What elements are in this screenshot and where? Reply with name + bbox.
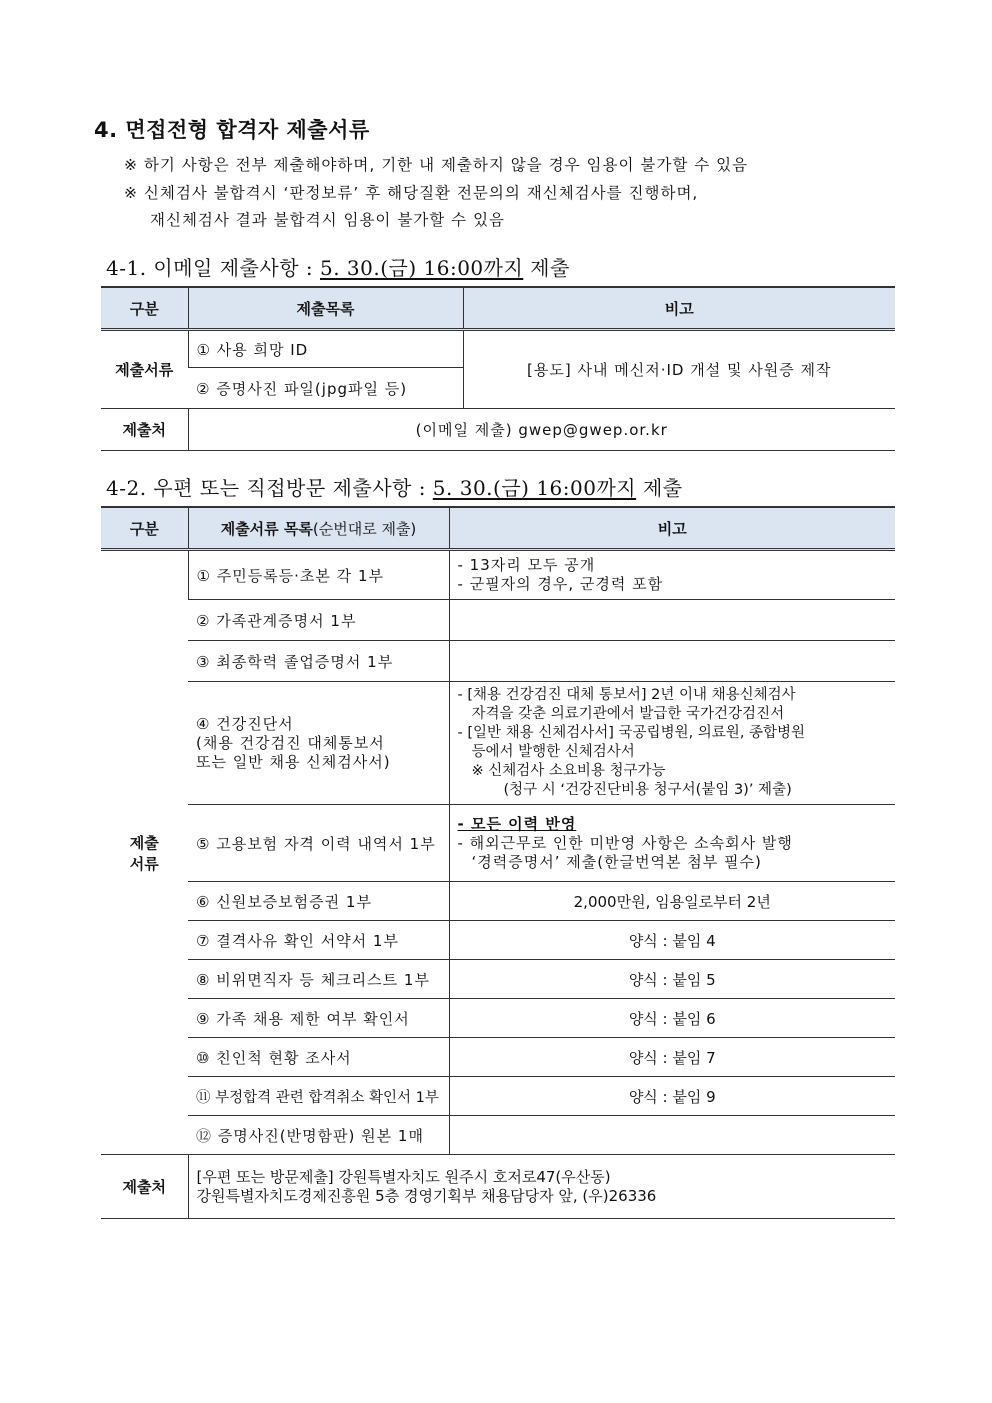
post-dest-line-2: 강원특별자치도경제진흥원 5층 경영기획부 채용담당자 앞, (우)26336 xyxy=(196,1186,657,1205)
post-remark-4-line-3: - [일반 채용 신체검사서] 국공립병원, 의료원, 종합병원 xyxy=(457,725,806,741)
post-item-3: ③ 최종학력 졸업증명서 1부 xyxy=(188,641,449,682)
email-item-1: ① 사용 희망 ID xyxy=(188,330,463,368)
post-docs-label-2: 서류 xyxy=(129,854,159,873)
post-table-header-items xyxy=(188,507,449,550)
post-remark-5-line-1: - 모든 이력 반영 xyxy=(457,814,577,833)
post-remark-7: 양식 : 붙임 4 xyxy=(449,921,895,960)
post-item-12: ⑫ 증명사진(반명함판) 원본 1매 xyxy=(188,1116,449,1155)
post-table xyxy=(101,506,895,1219)
post-item-4-line-3: 또는 일반 채용 신체검사서) xyxy=(196,752,391,771)
post-remark-9: 양식 : 붙임 6 xyxy=(449,999,895,1038)
post-remark-1-line-1: - 13자리 모두 공개 xyxy=(457,556,596,574)
post-item-2: ② 가족관계증명서 1부 xyxy=(188,600,449,641)
post-item-1: ① 주민등록등·초본 각 1부 xyxy=(188,550,449,600)
post-item-4-line-1: ④ 건강진단서 xyxy=(196,714,294,733)
email-dest-label: 제출처 xyxy=(101,409,188,451)
post-remark-3 xyxy=(449,641,895,682)
subsection-post-suffix: 제출 xyxy=(636,476,683,500)
post-remark-12 xyxy=(449,1116,895,1155)
post-remark-4-line-6: (청구 시 ‘건강진단비용 청구서(붙임 3)’ 제출) xyxy=(503,782,792,798)
post-docs-label-1: 제출 xyxy=(129,833,159,852)
post-remark-10: 양식 : 붙임 7 xyxy=(449,1038,895,1077)
post-remark-4 xyxy=(449,682,895,805)
post-item-11: ⑪ 부정합격 관련 합격취소 확인서 1부 xyxy=(188,1077,449,1116)
email-dest: (이메일 제출) gwep@gwep.or.kr xyxy=(188,409,895,451)
post-remark-4-line-4: 등에서 발행한 신체검사서 xyxy=(471,744,635,760)
subsection-email-deadline: 5. 30.(금) 16:00까지 xyxy=(319,256,524,280)
subsection-email xyxy=(106,252,570,281)
post-remark-4-line-5: ※ 신체검사 소요비용 청구가능 xyxy=(471,763,666,779)
email-table xyxy=(101,286,895,451)
post-dest-line-1: [우편 또는 방문제출] 강원특별자치도 원주시 호저로47(우산동) xyxy=(196,1167,611,1186)
subsection-post-deadline: 5. 30.(금) 16:00까지 xyxy=(432,476,637,500)
post-table-header-remark: 비고 xyxy=(449,507,895,550)
post-dest xyxy=(188,1155,895,1219)
email-table-header-remark: 비고 xyxy=(463,287,895,330)
email-remark: [용도] 사내 메신저·ID 개설 및 사원증 제작 xyxy=(463,330,895,409)
post-item-5: ⑤ 고용보험 자격 이력 내역서 1부 xyxy=(188,805,449,882)
note-1: ※ 하기 사항은 전부 제출해야하며, 기한 내 제출하지 않을 경우 임용이 불가할 수 있음 xyxy=(124,156,749,174)
subsection-email-suffix: 제출 xyxy=(523,256,570,280)
post-table-header-items-bold: 제출서류 목록 xyxy=(220,519,313,538)
subsection-post xyxy=(106,472,683,501)
post-remark-1-line-2: - 군필자의 경우, 군경력 포함 xyxy=(457,575,664,593)
post-remark-6: 2,000만원, 임용일로부터 2년 xyxy=(449,882,895,921)
post-dest-label: 제출처 xyxy=(101,1155,188,1219)
post-remark-11: 양식 : 붙임 9 xyxy=(449,1077,895,1116)
subsection-post-prefix: 4-2. 우편 또는 직접방문 제출사항 : xyxy=(106,476,433,500)
email-table-header-category: 구분 xyxy=(101,287,188,330)
post-docs-label xyxy=(101,550,188,1155)
post-remark-2 xyxy=(449,600,895,641)
post-item-6: ⑥ 신원보증보험증권 1부 xyxy=(188,882,449,921)
email-docs-label: 제출서류 xyxy=(101,330,188,409)
post-item-8: ⑧ 비위면직자 등 체크리스트 1부 xyxy=(188,960,449,999)
note-3: 재신체검사 결과 불합격시 임용이 불가할 수 있음 xyxy=(150,211,506,229)
section-title: 4. 면접전형 합격자 제출서류 xyxy=(94,118,370,142)
post-item-4 xyxy=(188,682,449,805)
post-remark-4-line-2: 자격을 갖춘 의료기관에서 발급한 국가건강검진서 xyxy=(471,706,785,722)
post-item-4-line-2: (채용 건강검진 대체통보서 xyxy=(196,733,385,752)
post-remark-1 xyxy=(449,550,895,600)
email-item-2: ② 증명사진 파일(jpg파일 등) xyxy=(188,368,463,409)
note-2: ※ 신체검사 불합격시 ‘판정보류’ 후 해당질환 전문의의 재신체검사를 진행하며, xyxy=(124,184,699,202)
post-table-header-category: 구분 xyxy=(101,507,188,550)
post-remark-8: 양식 : 붙임 5 xyxy=(449,960,895,999)
post-remark-5 xyxy=(449,805,895,882)
post-remark-5-line-2: - 해외근무로 인한 미반영 사항은 소속회사 발행 xyxy=(457,833,793,852)
post-item-10: ⑩ 친인척 현황 조사서 xyxy=(188,1038,449,1077)
post-item-7: ⑦ 결격사유 확인 서약서 1부 xyxy=(188,921,449,960)
post-remark-5-line-3: ‘경력증명서’ 제출(한글번역본 첨부 필수) xyxy=(471,852,762,871)
email-table-header-items: 제출목록 xyxy=(188,287,463,330)
post-item-9: ⑨ 가족 채용 제한 여부 확인서 xyxy=(188,999,449,1038)
post-remark-4-line-1: - [채용 건강검진 대체 통보서] 2년 이내 채용신체검사 xyxy=(457,687,796,703)
subsection-email-prefix: 4-1. 이메일 제출사항 : xyxy=(106,256,320,280)
post-table-header-items-note: (순번대로 제출) xyxy=(312,519,417,538)
